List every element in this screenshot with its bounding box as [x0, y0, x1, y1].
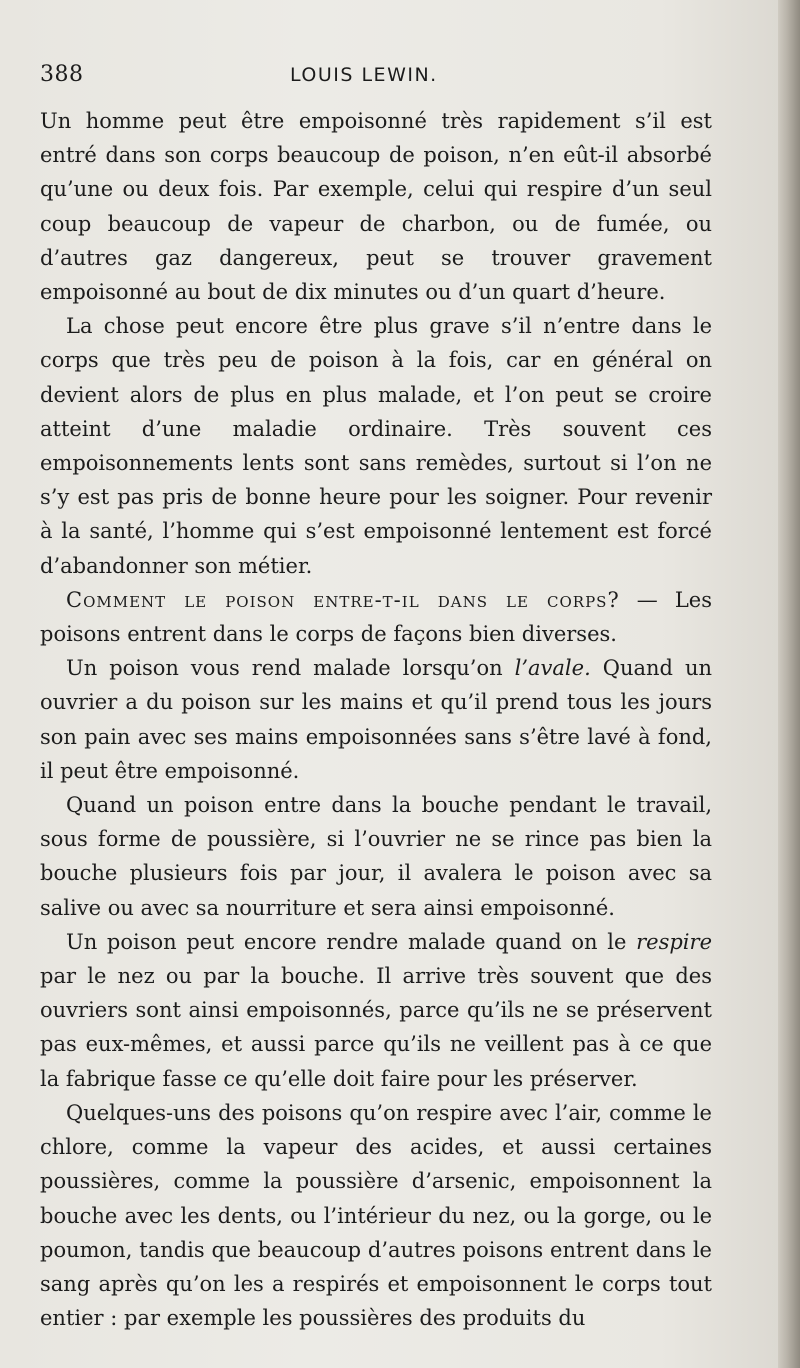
paragraph-4-emphasis: l’avale.	[514, 656, 591, 681]
paragraph-4	[40, 651, 712, 788]
paragraph-4-text-b: Quand un ouvrier a du poison sur les mains et qu’il prend tous les jours son pain avec ses mains empoisonnées sans s’être lavé à fond, il peut être empoisonné.	[40, 656, 712, 783]
section-heading: Comment le poison entre-t-il dans le corps?	[66, 587, 620, 612]
paragraph-2: La chose peut encore être plus grave s’il n’entre dans le corps que très peu de poison à la fois, car en général on devient alors de plus en plus malade, et l’on peut se croire atteint d’une maladie ordinaire. Très souvent ces empoisonnements lents sont sans remèdes, surtout si l’on ne s’y est pas pris de bonne heure pour les soigner. Pour revenir à la santé, l’homme qui s’est empoisonné lentement est forcé d’abandonner son métier.	[40, 314, 712, 578]
paragraph-3	[40, 583, 712, 651]
paragraph-5: Quand un poison entre dans la bouche pendant le travail, sous forme de poussière, si l’ouvrier ne se rince pas bien la bouche plusieurs fois par jour, il avalera le poison avec sa salive ou avec sa nourriture et sera ainsi empoisonné.	[40, 793, 712, 920]
running-head: LOUIS LEWIN.	[290, 64, 438, 86]
paragraph-7: Quelques-uns des poisons qu’on respire avec l’air, comme le chlore, comme la vapeur des acides, et aussi certaines poussières, comme la poussière d’arsenic, empoisonnent la bouche avec les dents, ou l’intérieur du nez, ou la gorge, ou le poumon, tandis que beaucoup d’autres poisons entrent dans le sang après qu’on les a respirés et empoisonnent le corps tout entier : par exemple les poussières des produits du	[40, 1100, 712, 1331]
paragraph-6-text-b: par le nez ou par la bouche. Il arrive très souvent que des ouvriers sont ainsi empoisonnés, parce qu’ils ne se préservent pas eux-mêmes, et aussi parce qu’ils ne veillent pas à ce que la fabrique fasse ce qu’elle doit faire pour les préserver.	[40, 964, 712, 1091]
body-text	[40, 104, 712, 1335]
paragraph-6-emphasis: respire	[636, 929, 712, 954]
paragraph-6	[40, 925, 712, 1096]
page-header	[40, 62, 712, 98]
paragraph-4-text-a: Un poison vous rend malade lorsqu’on	[66, 656, 515, 681]
page-edge	[778, 0, 800, 1368]
paragraph-3-text: — Les poisons entrent dans le corps de façons bien diverses.	[40, 587, 712, 647]
page-number: 388	[40, 62, 84, 87]
paragraph-6-text-a: Un poison peut encore rendre malade quand on le	[66, 929, 637, 954]
paragraph-1: Un homme peut être empoisonné très rapidement s’il est entré dans son corps beaucoup de poison, n’en eût-il absorbé qu’une ou deux fois. Par exemple, celui qui respire d’un seul coup beaucoup de vapeur de charbon, ou de fumée, ou d’autres gaz dangereux, peut se trouver gravement empoisonné au bout de dix minutes ou d’un quart d’heure.	[40, 109, 712, 305]
